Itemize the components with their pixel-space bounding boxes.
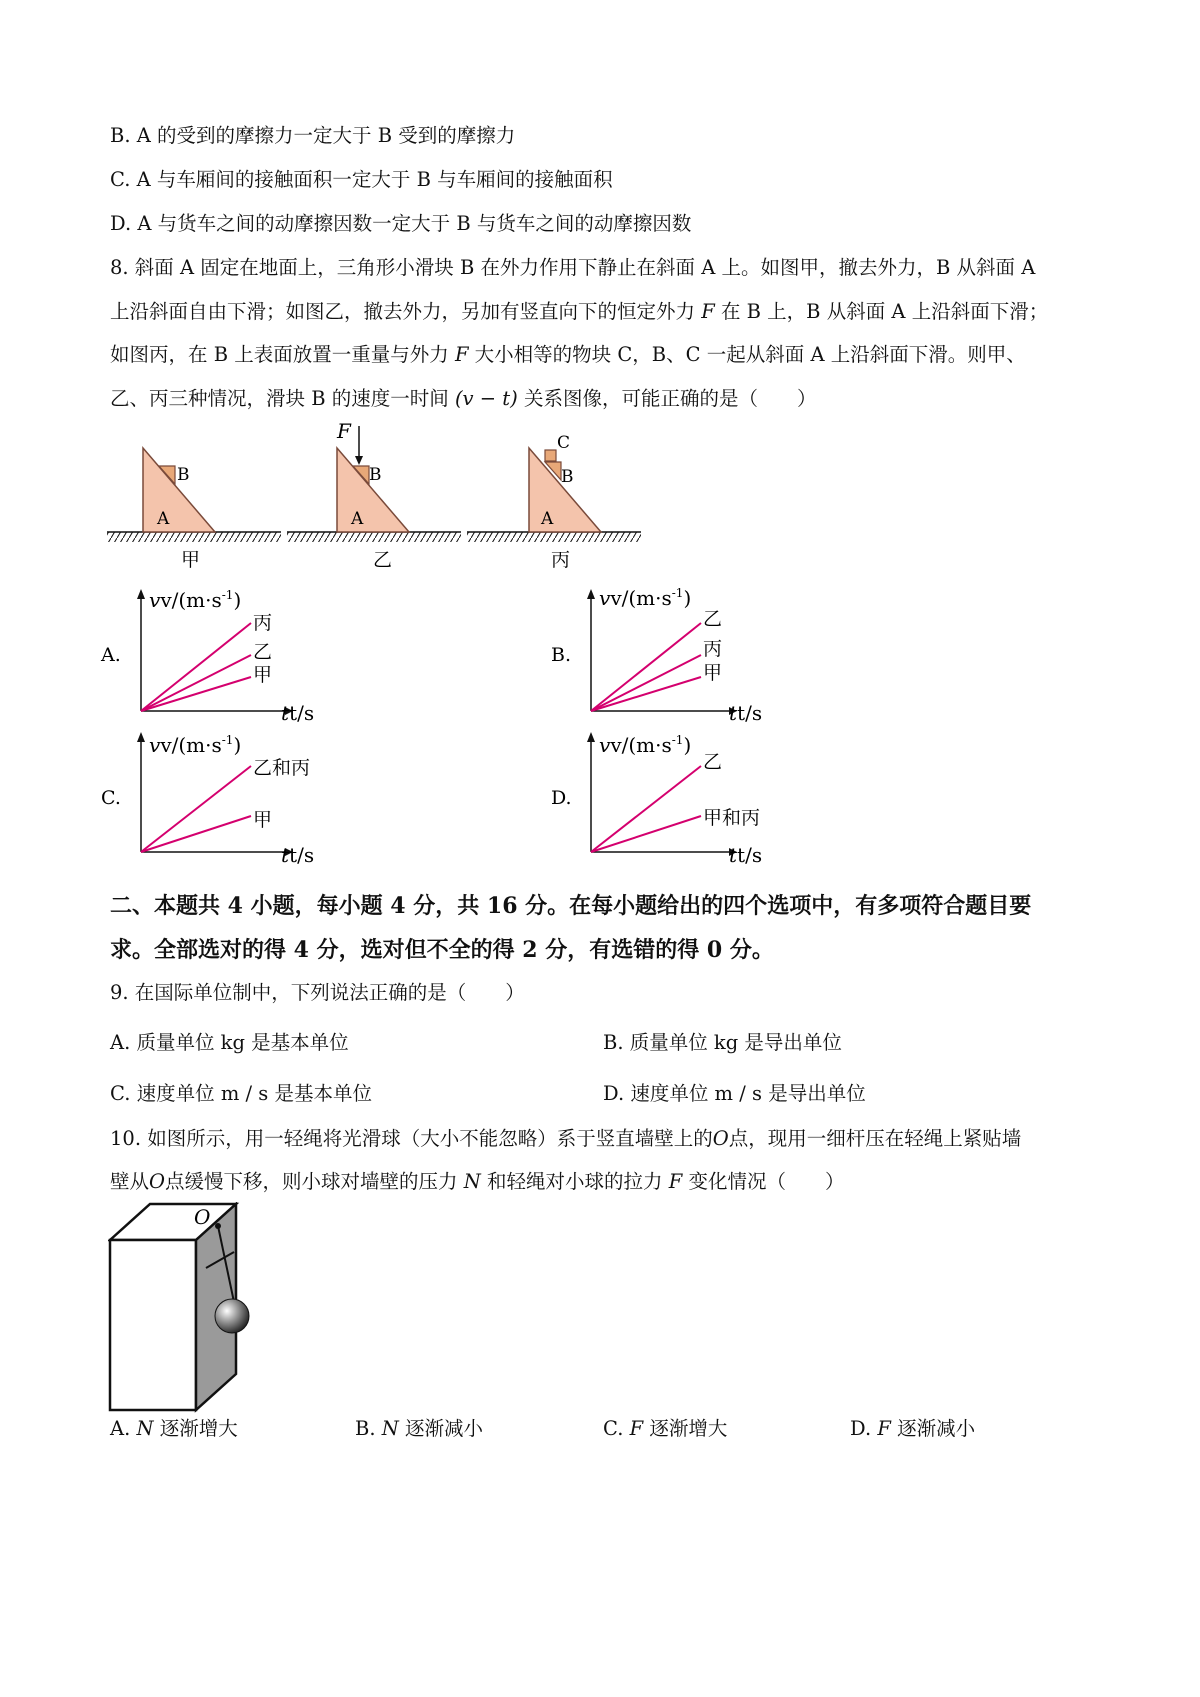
q8-stem-line2 [110,297,1048,327]
q10-line1-text-a: 10. 如图所示，用一轻绳将光滑球（大小不能忽略）系于竖直墙壁上的 [110,1127,713,1150]
q10-stem-line1 [110,1124,1021,1154]
q8-line2-text-b: 在 B 上，B 从斜面 A 上沿斜面下滑； [720,300,1049,323]
axis-y-label: $vv/(m\cdot s^{-1})$ [149,588,242,612]
q8-line3-text-a: 如图丙，在 B 上表面放置一重量与外力 [110,343,449,366]
q8-line4-text-a: 乙、丙三种情况，滑块 B 的速度一时间 [110,387,449,410]
label-b: B [561,467,574,487]
block-c [545,450,556,461]
option-letter: B. [551,644,572,666]
axis-y-label: $vv/(m\cdot s^{-1})$ [599,586,692,610]
option-letter: D. [551,787,572,809]
q9-option-b: B. 质量单位 kg 是导出单位 [603,1031,842,1054]
q8-line4-text-b: 关系图像，可能正确的是（ ） [523,387,817,410]
label-a: A [541,509,554,529]
axis-x-label: tt/s [729,843,763,867]
wedge-a [143,448,215,532]
fig-yi [287,419,461,571]
option-var: N [136,1417,154,1440]
q8-vt-expression: (v − t) [454,387,518,410]
option-text: 逐渐减小 [405,1417,484,1440]
line-label: 丙 [703,638,723,660]
q10-line2-text-a: 壁从 [110,1170,150,1193]
line-jia-bing [591,816,701,852]
q8-stem-line4 [110,384,816,414]
q9-stem: 9. 在国际单位制中，下列说法正确的是（ ） [110,981,525,1004]
q8-line2-text-a: 上沿斜面自由下滑；如图乙，撤去外力，另加有竖直向下的恒定外力 [110,300,696,323]
axis-y-label: $vv/(m\cdot s^{-1})$ [599,733,692,757]
option-text: 逐渐增大 [159,1417,238,1440]
label-b: B [369,465,382,485]
q9-option-a: A. 质量单位 kg 是基本单位 [110,1031,349,1054]
axis-x-label: tt/s [281,701,315,725]
q10-line2-text-b: 点缓慢下移，则小球对墙壁的压力 [165,1170,458,1193]
q10-point-o: O [149,1170,166,1193]
line-label: 甲 [253,809,273,831]
line-yi [591,623,701,711]
option-letter: A. [110,1417,131,1440]
option-var: F [877,1417,891,1440]
q10-option-c [603,1414,727,1444]
q7-option-b: B. A 的受到的摩擦力一定大于 B 受到的摩擦力 [110,124,516,147]
line-label: 甲 [703,662,723,684]
caption-bing: 丙 [551,549,571,571]
q8-stem-line1: 8. 斜面 A 固定在地面上，三角形小滑块 B 在外力作用下静止在斜面 A 上。如图甲，撤去外力，B 从斜面 A [110,256,1036,279]
label-a: A [351,509,364,529]
q8-stem-line3 [110,340,1026,370]
q10-option-a [110,1414,238,1444]
option-text: 逐渐减小 [897,1417,976,1440]
graph-option-a [100,588,314,725]
graph-option-c [101,732,314,867]
option-letter: B. [355,1417,376,1440]
wedge-a [337,448,409,532]
line-bing [141,623,251,711]
axis-y-label: $vv/(m\cdot s^{-1})$ [149,733,242,757]
line-label: 乙 [703,608,723,630]
line-label: 乙和丙 [253,757,311,779]
fig-bing [467,433,641,571]
q10-var-f: F [668,1170,683,1193]
line-label: 甲 [253,664,273,686]
option-letter: C. [101,787,121,809]
ball [215,1299,249,1333]
option-var: N [381,1417,399,1440]
q8-force-var: F [701,300,715,323]
q8-line3-text-b: 大小相等的物块 C，B、C 一起从斜面 A 上沿斜面下滑。则甲、 [474,343,1026,366]
line-label: 甲和丙 [703,807,761,829]
q10-stem-line2 [110,1167,844,1197]
caption-jia: 甲 [181,549,201,571]
label-b: B [177,465,190,485]
graph-option-d [551,732,762,867]
q7-option-c: C. A 与车厢间的接触面积一定大于 B 与车厢间的接触面积 [110,168,613,191]
q10-option-b [355,1414,483,1444]
option-letter: C. [603,1417,624,1440]
line-yi-bing [141,766,251,852]
point-o-label: O [194,1205,211,1229]
q10-option-d [850,1414,975,1444]
line-jia [141,816,251,852]
force-label: F [337,419,351,443]
q8-vt-graphs [95,583,815,873]
q10-line1-text-b: 点，现用一细杆压在轻绳上紧贴墙 [728,1127,1022,1150]
axis-x-label: tt/s [281,843,315,867]
axis-x-label: tt/s [729,701,763,725]
option-letter: A. [101,644,121,666]
option-letter: D. [850,1417,872,1440]
label-a: A [157,509,170,529]
q9-option-d: D. 速度单位 m / s 是导出单位 [603,1082,866,1105]
q10-var-n: N [463,1170,481,1193]
option-text: 逐渐增大 [649,1417,728,1440]
wedge-a [529,448,601,532]
line-yi [591,766,701,852]
line-label: 乙 [253,641,273,663]
q9-option-c: C. 速度单位 m / s 是基本单位 [110,1082,372,1105]
option-var: F [629,1417,644,1440]
fig-jia [107,448,281,571]
graph-option-b [551,586,762,725]
box-front [110,1240,196,1410]
caption-yi: 乙 [373,549,393,571]
q10-point-o: O [712,1127,729,1150]
q8-incline-figures [105,418,705,583]
q8-force-var-2: F [454,343,469,366]
line-label: 乙 [703,751,723,773]
section2-heading-line1: 二、本题共 4 小题，每小题 4 分，共 16 分。在每小题给出的四个选项中，有多项符合题目要 [110,893,1032,919]
line-label: 丙 [253,612,273,634]
q7-option-d: D. A 与货车之间的动摩擦因数一定大于 B 与货车之间的动摩擦因数 [110,212,692,235]
q10-line2-text-d: 变化情况（ ） [688,1170,845,1193]
section2-heading-line2: 求。全部选对的得 4 分，选对但不全的得 2 分，有选错的得 0 分。 [110,937,774,963]
label-c: C [557,433,571,453]
q10-line2-text-c: 和轻绳对小球的拉力 [487,1170,663,1193]
q10-wall-figure [108,1202,278,1414]
